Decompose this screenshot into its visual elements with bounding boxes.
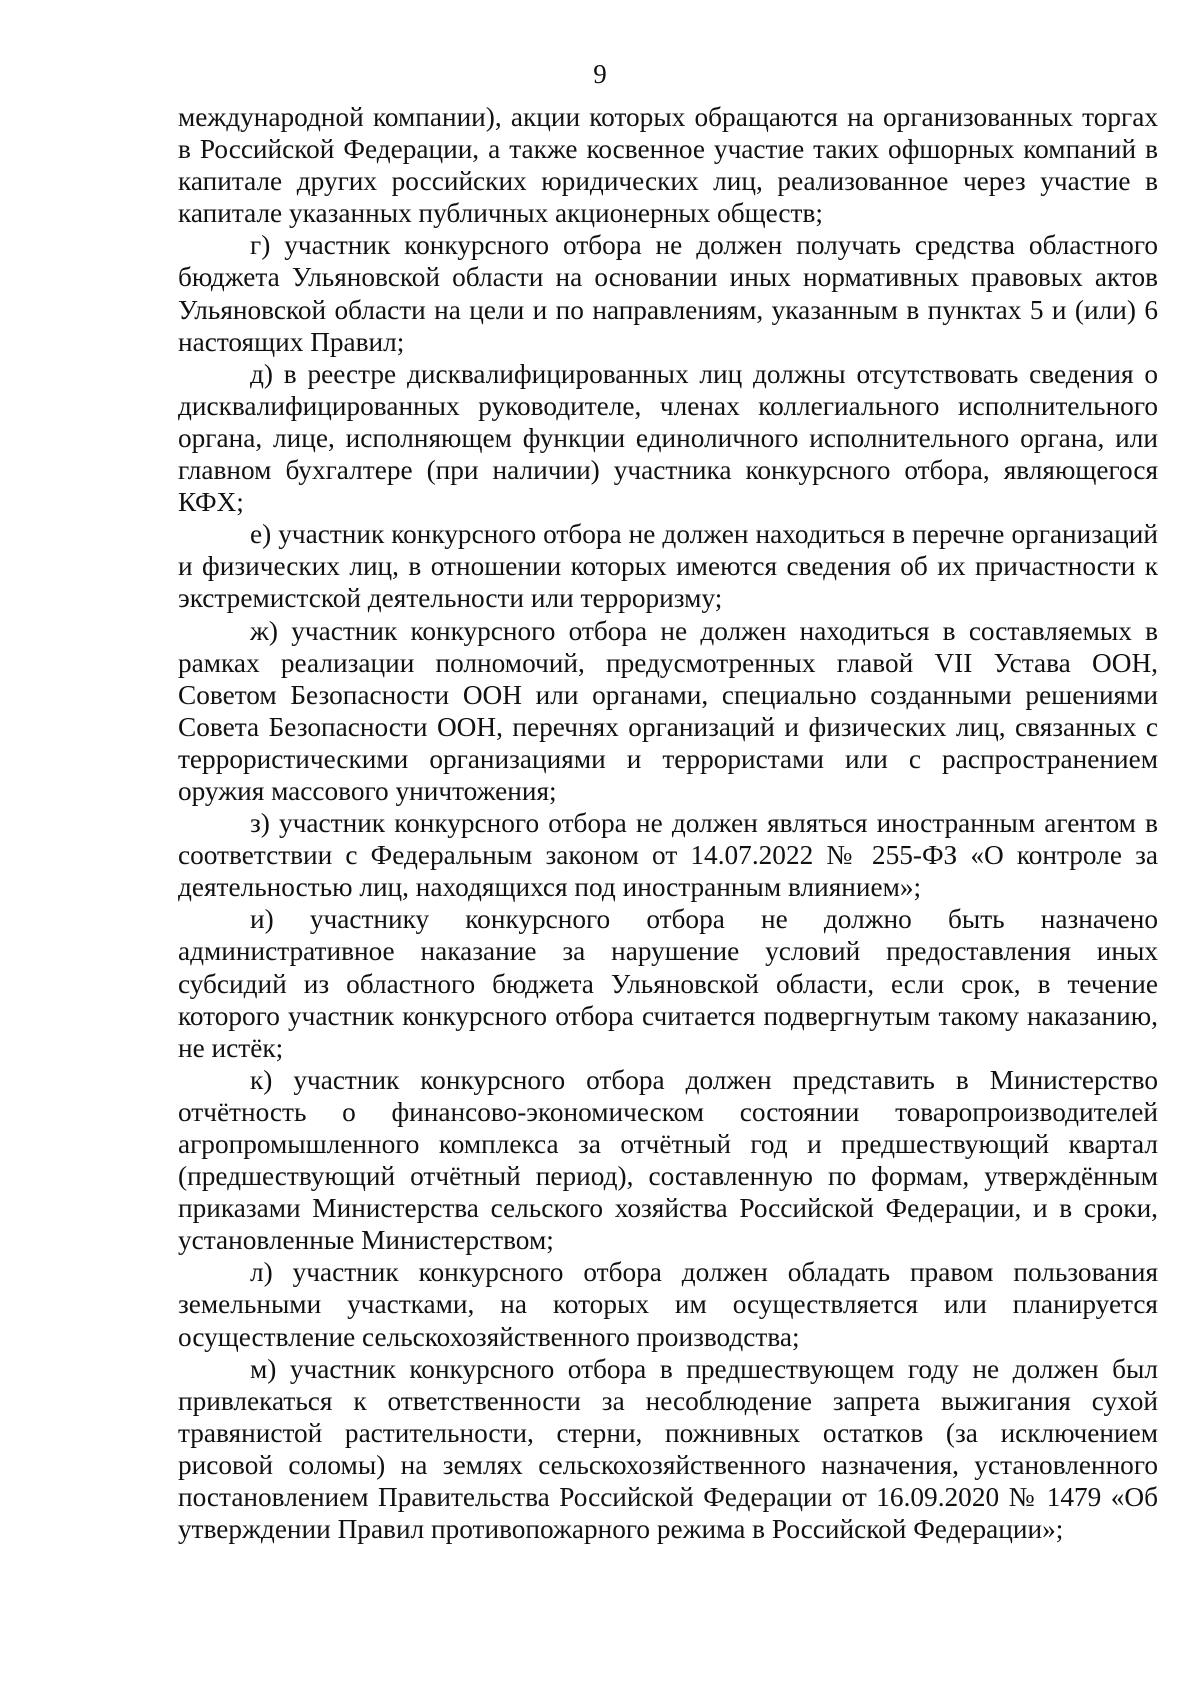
paragraph-continuation: международной компании), акции которых обращаются на организованных торгах в Российской Федерации, а также косвенное участие таких офшорных компаний в капитале других российских юридических лиц, реализованное через участие в капитале указанных публичных акционерных обществ; [178, 102, 1158, 229]
paragraph-d: д) в реестре дисквалифицированных лиц должны отсутствовать сведения о дисквалифицированных руководителе, членах коллегиального исполнительного органа, лице, исполняющем функции единоличного исполнительного органа, или главном бухгалтере (при наличии) участника конкурсного отбора, являющегося КФХ; [178, 358, 1158, 518]
paragraph-e: е) участник конкурсного отбора не должен находиться в перечне организаций и физических лиц, в отношении которых имеются сведения об их причастности к экстремистской деятельности или терроризму; [178, 519, 1158, 614]
paragraph-l: л) участник конкурсного отбора должен обладать правом пользования земельными участками, на которых им осуществляется или планируется осуществление сельскохозяйственного производства; [178, 1257, 1158, 1352]
paragraph-i: и) участнику конкурсного отбора не должно быть назначено административное наказание за нарушение условий предоставления иных субсидий из областного бюджета Ульяновской области, если срок, в течение которого участник конкурсного отбора считается подвергнутым такому наказанию, не истёк; [178, 904, 1158, 1063]
paragraph-z: з) участник конкурсного отбора не должен являться иностранным агентом в соответствии с Федеральным законом от 14.07.2022 № 255-ФЗ «О контроле за деятельностью лиц, находящихся под иностранным влиянием»; [178, 808, 1158, 903]
document-body [178, 101, 1158, 1545]
paragraph-zh: ж) участник конкурсного отбора не должен находиться в составляемых в рамках реализации полномочий, предусмотренных главой VII Устава ООН, Советом Безопасности ООН или органами, специально созданными решениями Совета Безопасности ООН, перечнях организаций и физических лиц, связанных с террористическими организациями и террористами или с распространением оружия массового уничтожения; [178, 615, 1158, 806]
paragraph-g: г) участник конкурсного отбора не должен получать средства областного бюджета Ульяновской области на основании иных нормативных правовых актов Ульяновской области на цели и по направлениям, указанным в пунктах 5 и (или) 6 настоящих Правил; [178, 230, 1158, 357]
paragraph-m: м) участник конкурсного отбора в предшествующем году не должен был привлекаться к ответственности за несоблюдение запрета выжигания сухой травянистой растительности, стерни, пожнивных остатков (за исключением рисовой соломы) на землях сельскохозяйственного назначения, установленного постановлением Правительства Российской Федерации от 16.09.2020 № 1479 «Об утверждении Правил противопожарного режима в Российской Федерации»; [178, 1353, 1158, 1545]
page-number: 9 [593, 59, 607, 89]
paragraph-k: к) участник конкурсного отбора должен представить в Министерство отчётность о финансово-экономическом состоянии товаропроизводителей агропромышленного комплекса за отчётный год и предшествующий квартал (предшествующий отчётный период), составленную по формам, утверждённым приказами Министерства сельского хозяйства Российской Федерации, и в сроки, установленные Министерством; [178, 1064, 1158, 1256]
